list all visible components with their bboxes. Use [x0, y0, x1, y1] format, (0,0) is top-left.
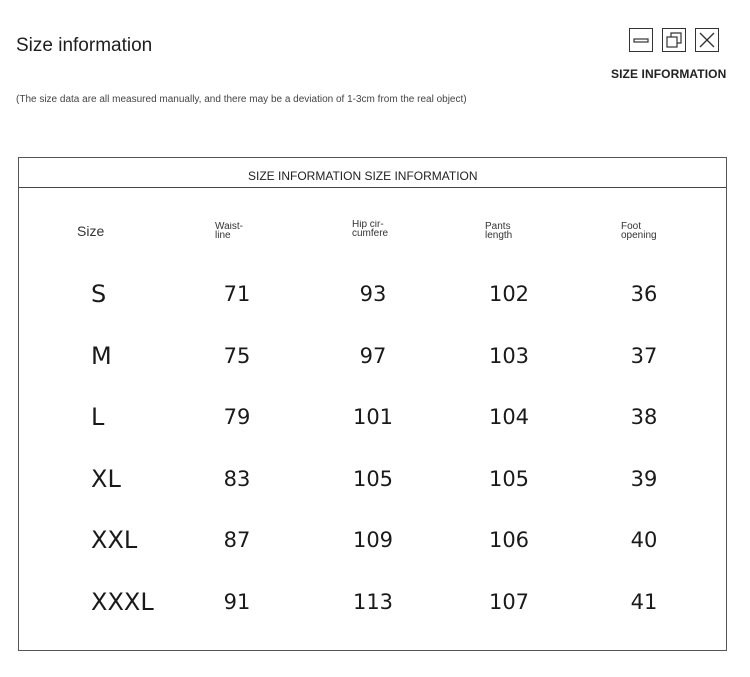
cell-foot-opening: 40 — [630, 528, 658, 553]
icon-caption: SIZE INFORMATION — [611, 67, 727, 81]
close-icon — [695, 28, 719, 52]
cell-waist: 79 — [223, 405, 251, 430]
col-header-foot-opening: Foot opening — [621, 222, 657, 240]
cell-pants-length: 107 — [488, 590, 530, 614]
cell-pants-length: 104 — [488, 405, 530, 430]
cell-waist: 91 — [223, 590, 251, 614]
cell-hip: 113 — [352, 590, 394, 614]
cell-size: XXL — [91, 526, 138, 555]
cell-waist: 71 — [223, 282, 251, 306]
cell-size: XL — [91, 464, 121, 493]
cell-hip: 97 — [359, 343, 387, 368]
cell-foot-opening: 41 — [630, 590, 658, 614]
cell-foot-opening: 39 — [630, 466, 658, 491]
col-header-hip: Hip cir- cumfere — [352, 220, 389, 238]
cell-waist: 87 — [223, 528, 251, 553]
col-header-pants-length: Pants length — [485, 222, 513, 240]
cell-foot-opening: 37 — [630, 343, 658, 368]
cell-size: L — [91, 403, 105, 432]
cell-size: S — [91, 280, 107, 308]
table-title-bar — [19, 158, 726, 188]
cell-hip: 109 — [352, 528, 394, 553]
cell-waist: 83 — [223, 466, 251, 491]
table-title: SIZE INFORMATION SIZE INFORMATION — [248, 169, 478, 183]
cell-hip: 101 — [352, 405, 394, 430]
measurement-note: (The size data are all measured manually, and there may be a deviation of 1-3cm from the real object) — [16, 94, 467, 105]
cell-size: M — [91, 341, 112, 370]
cell-hip: 93 — [359, 282, 387, 306]
col-header-waistline: Waist- line — [215, 222, 243, 240]
cell-pants-length: 103 — [488, 343, 530, 368]
page-title: Size information — [16, 35, 153, 56]
cell-size: XXXL — [91, 588, 154, 616]
cell-pants-length: 105 — [488, 466, 530, 491]
cell-foot-opening: 36 — [630, 282, 658, 306]
window-icons — [629, 28, 719, 52]
cell-foot-opening: 38 — [630, 405, 658, 430]
size-table — [18, 157, 727, 651]
minimize-icon — [629, 28, 653, 52]
cell-waist: 75 — [223, 343, 251, 368]
cell-pants-length: 106 — [488, 528, 530, 553]
restore-icon — [662, 28, 686, 52]
cell-hip: 105 — [352, 466, 394, 491]
cell-pants-length: 102 — [488, 282, 530, 306]
col-header-size: Size — [77, 223, 105, 239]
